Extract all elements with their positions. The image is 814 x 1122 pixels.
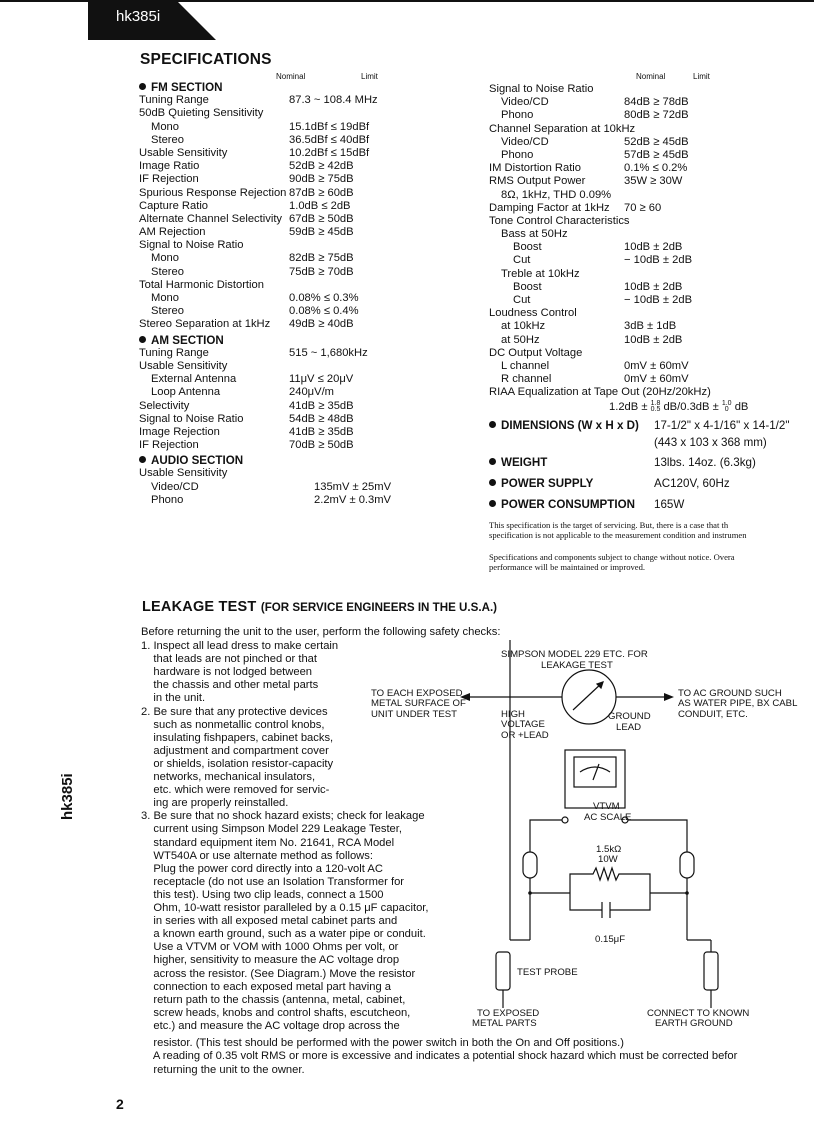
leakage-text-line: WT540A or use alternate method as follows: (141, 849, 373, 862)
spec-label: L channel (501, 359, 550, 372)
leakage-text-line: standard equipment item No. 21641, RCA Model (141, 836, 395, 849)
spec-row (489, 334, 809, 347)
diagram-capacitor-label: 0.15μF (595, 934, 626, 945)
bullet-icon (139, 336, 146, 343)
spec-value: 36.5dBf ≤ 40dBf (289, 133, 370, 146)
spec-row (139, 279, 449, 292)
spec-row (139, 305, 449, 318)
spec-value: 87.3 ~ 108.4 MHz (289, 94, 378, 107)
spec-note-line: performance will be maintained or improved. (489, 562, 646, 572)
leakage-text-line: 3. Be sure that no shock hazard exists; check for leakage (141, 810, 425, 823)
spec-row (139, 94, 449, 107)
spec-row (139, 400, 449, 413)
spec-value: 54dB ≥ 48dB (289, 412, 354, 425)
spec-row (489, 175, 809, 188)
bullet-icon (489, 421, 496, 428)
audio-section-title: AUDIO SECTION (139, 454, 449, 467)
spec-row (139, 439, 449, 452)
leakage-text-line: across the resistor. (See Diagram.) Move the resistor (141, 967, 416, 980)
spec-row (489, 320, 809, 333)
spec-row (139, 481, 449, 494)
spec-value: 49dB ≥ 40dB (289, 318, 354, 331)
spec-row (139, 413, 449, 426)
leakage-text-line: resistor. (This test should be performed with the power switch in both the On and Off positions.) (141, 1037, 624, 1049)
spec-value: 0mV ± 60mV (624, 373, 689, 386)
spec-label: Total Harmonic Distortion (139, 278, 264, 291)
spec-label: Signal to Noise Ratio (489, 83, 594, 95)
specs-right-column (489, 83, 809, 518)
spec-label: Mono (151, 292, 179, 304)
leakage-intro: Before returning the unit to the user, perform the following safety checks: (141, 626, 501, 638)
spec-value: 59dB ≥ 45dB (289, 226, 354, 239)
diagram-resistor-label: 1.5kΩ (596, 844, 622, 855)
spec-row (489, 149, 809, 162)
leakage-text-line: this test). Using two clip leads, connect a 1500 (141, 888, 384, 901)
diagram-ground-label: AS WATER PIPE, BX CABL (678, 698, 798, 709)
spec-row (489, 162, 809, 175)
spec-label: RMS Output Power (489, 175, 586, 188)
diagram-exposed-label: TO EACH EXPOSED (371, 688, 463, 699)
spec-row (489, 268, 809, 281)
spec-label: IF Rejection (139, 439, 199, 452)
spec-value: 3dB ± 1dB (624, 320, 677, 333)
spec-value: 70 ≥ 60 (624, 201, 662, 214)
diagram-exposed-label: UNIT UNDER TEST (371, 709, 457, 720)
spec-row (139, 134, 449, 147)
spec-value: 70dB ≥ 50dB (289, 439, 354, 452)
spec-value: 1.0dB ≤ 2dB (289, 199, 351, 212)
spec-row (489, 360, 809, 373)
spec-row (489, 109, 809, 122)
spec-value: 41dB ≥ 35dB (289, 425, 354, 438)
spec-label: DC Output Voltage (489, 346, 583, 359)
diagram-simpson-label: LEAKAGE TEST (541, 660, 613, 671)
leakage-text-line: insulating fishpapers, cabinet backs, (141, 731, 334, 744)
leakage-text-line: a known earth ground, such as a water pipe or conduit. (141, 928, 426, 941)
leakage-text-line: or shields, isolation resistor-capacity (141, 757, 334, 770)
spec-value: 57dB ≥ 45dB (624, 148, 689, 161)
spec-value: 10dB ± 2dB (624, 241, 683, 254)
spec-row (139, 147, 449, 160)
spec-note-line: This specification is the target of servicing. But, there is a case that th (489, 520, 729, 530)
leakage-text-line: adjustment and compartment cover (141, 744, 329, 757)
dimensions-metric-row: (443 x 103 x 368 mm) (654, 435, 767, 449)
spec-value: 2.2mV ± 0.3mV (314, 493, 392, 506)
spec-row (139, 266, 449, 279)
spec-label: Tone Control Characteristics (489, 214, 630, 227)
spec-label: AM Rejection (139, 226, 206, 239)
spec-label: Loop Antenna (151, 386, 221, 399)
spec-row (139, 347, 449, 360)
spec-label: Signal to Noise Ratio (139, 239, 244, 252)
am-section-title: AM SECTION (139, 334, 449, 347)
leakage-text-line: etc. which were removed for servic- (141, 784, 330, 797)
spec-label: Tuning Range (139, 94, 209, 107)
spec-label: Loudness Control (489, 307, 577, 320)
spec-row (139, 292, 449, 305)
diagram-exposed-parts-label: METAL PARTS (472, 1018, 537, 1029)
spec-label: Cut (513, 254, 531, 267)
spec-row (139, 252, 449, 265)
spec-row (489, 83, 809, 96)
spec-row (139, 494, 449, 507)
spec-label: Phono (151, 493, 184, 506)
leakage-text-line: ing are properly reinstalled. (141, 797, 289, 810)
spec-value: 15.1dBf ≤ 19dBf (289, 120, 370, 133)
spec-label: Phono (501, 148, 534, 161)
bullet-icon (489, 500, 496, 507)
leakage-text-line: return path to the chassis (antenna, metal, cabinet, (141, 993, 406, 1006)
diagram-glead-label: GROUND (608, 711, 651, 722)
spec-value: 35W ≥ 30W (624, 175, 683, 188)
spec-label: Video/CD (151, 480, 199, 493)
spec-label: Phono (501, 109, 534, 122)
right-nominal-header: Nominal (636, 72, 666, 81)
spec-value: 11μV ≤ 20μV (289, 373, 354, 386)
spec-label: R channel (501, 373, 552, 386)
leakage-text-line: higher, sensitivity to measure the AC voltage drop (141, 954, 400, 967)
spec-value: 10dB ± 2dB (624, 280, 683, 293)
diagram-ground-label: TO AC GROUND SUCH (678, 688, 782, 699)
spec-label: Treble at 10kHz (501, 267, 580, 280)
diagram-acscale-label: AC SCALE (584, 812, 632, 823)
spec-value: 84dB ≥ 78dB (624, 96, 689, 109)
diagram-probe-label: TEST PROBE (517, 967, 578, 978)
spec-value: 0mV ± 60mV (624, 359, 689, 372)
spec-value: 10dB ± 2dB (624, 333, 683, 346)
diagram-glead-label: LEAD (616, 722, 642, 733)
spec-label: Video/CD (501, 135, 549, 148)
spec-label: External Antenna (151, 373, 237, 386)
spec-value: 67dB ≥ 50dB (289, 212, 354, 225)
left-limit-header: Limit (361, 72, 378, 81)
left-nominal-header: Nominal (276, 72, 306, 81)
diagram-resistor-label: 10W (598, 854, 618, 865)
spec-row (489, 123, 809, 136)
spec-row (489, 347, 809, 360)
spec-row (139, 386, 449, 399)
spec-value: 0.1% ≤ 0.2% (624, 162, 688, 175)
spec-label: Mono (151, 120, 179, 133)
header-model: hk385i (116, 8, 161, 25)
diagram-simpson-label: SIMPSON MODEL 229 ETC. FOR (501, 649, 648, 660)
spec-value: 0.08% ≤ 0.3% (289, 292, 359, 304)
specs-left-column (139, 81, 449, 507)
spec-value: 515 ~ 1,680kHz (289, 346, 368, 359)
spec-row (139, 173, 449, 186)
diagram-vtvm-label: VTVM (593, 801, 620, 812)
spec-label: Stereo (151, 265, 184, 278)
spec-row (489, 241, 809, 254)
spec-label: Tuning Range (139, 346, 209, 359)
spec-label: Usable Sensitivity (139, 146, 228, 159)
spec-row (489, 294, 809, 307)
leakage-text-line: receptacle (do not use an Isolation Transformer for (141, 875, 405, 888)
spec-row (139, 160, 449, 173)
spec-label: Usable Sensitivity (139, 467, 228, 480)
spec-value: 87dB ≥ 60dB (289, 186, 354, 199)
spec-row (139, 213, 449, 226)
spec-note-line: specification is not applicable to the measurement condition and instrumen (489, 530, 747, 540)
dimensions-row: DIMENSIONS (W x H x D) 17-1/2" x 4-1/16" x 14-1/2" (489, 419, 809, 436)
spec-value: 240μV/m (289, 386, 335, 399)
spec-note-line: Specifications and components subject to change without notice. Overa (489, 552, 735, 562)
spec-row (489, 307, 809, 320)
spec-value: 0.08% ≤ 0.4% (289, 305, 359, 318)
spec-value: − 10dB ± 2dB (624, 254, 693, 267)
spec-label: Boost (513, 241, 542, 254)
spec-label: Alternate Channel Selectivity (139, 212, 283, 225)
spec-row (489, 189, 809, 202)
diagram-ground-label: CONDUIT, ETC. (678, 709, 748, 720)
spec-label: Capture Ratio (139, 199, 209, 212)
spec-row (139, 318, 449, 331)
riaa-value: 1.2dB ± 1.8 0.5 dB/0.3dB ± 1.0 0 dB (609, 399, 749, 413)
spec-row (489, 228, 809, 241)
spec-row (139, 107, 449, 120)
weight-row: WEIGHT 13lbs. 14oz. (6.3kg) (489, 456, 809, 477)
spec-row (489, 281, 809, 294)
specs-title: SPECIFICATIONS (140, 51, 272, 68)
spec-label: Stereo (151, 305, 184, 318)
spec-value: 52dB ≥ 42dB (289, 160, 354, 173)
spec-value: − 10dB ± 2dB (624, 294, 693, 306)
spec-value: 90dB ≥ 75dB (289, 173, 354, 186)
bullet-icon (489, 479, 496, 486)
spec-label: Boost (513, 280, 542, 293)
leakage-text-line: the chassis and other metal parts (141, 679, 319, 692)
spec-row (489, 215, 809, 228)
diagram-high-label: VOLTAGE (501, 719, 545, 730)
right-limit-header: Limit (693, 72, 710, 81)
leakage-text-line: in series with all exposed metal cabinet parts and (141, 915, 398, 928)
bullet-icon (139, 83, 146, 90)
spec-label: at 10kHz (501, 320, 546, 333)
spec-label: Damping Factor at 1kHz (489, 201, 610, 214)
spec-label: RIAA Equalization at Tape Out (20Hz/20kHz) (489, 386, 711, 399)
leakage-text-line: in the unit. (141, 692, 206, 705)
spec-row (489, 254, 809, 267)
spec-label: Mono (151, 252, 179, 265)
spec-value: 52dB ≥ 45dB (624, 135, 689, 148)
spec-row (489, 373, 809, 386)
bullet-icon (139, 456, 146, 463)
spec-label: Selectivity (139, 399, 190, 412)
spec-label: Usable Sensitivity (139, 359, 228, 372)
spec-row (139, 360, 449, 373)
spec-label: Image Ratio (139, 160, 200, 173)
spec-label: IF Rejection (139, 173, 199, 186)
diagram-exposed-label: METAL SURFACE OF (371, 698, 466, 709)
diagram-known-ground-label: EARTH GROUND (655, 1018, 733, 1029)
spec-row (139, 187, 449, 200)
leakage-text-line: hardware is not lodged between (141, 666, 313, 679)
spec-value: 135mV ± 25mV (314, 480, 392, 493)
spec-label: Video/CD (501, 96, 549, 109)
spec-value: 80dB ≥ 72dB (624, 109, 689, 122)
spec-label: Spurious Response Rejection (139, 186, 287, 199)
diagram-high-label: OR +LEAD (501, 730, 549, 741)
spec-label: Stereo Separation at 1kHz (139, 318, 271, 331)
spec-row (139, 467, 449, 480)
leakage-text-line: etc.) and measure the AC voltage drop across the (141, 1019, 400, 1032)
spec-label: Bass at 50Hz (501, 228, 568, 241)
spec-row (489, 136, 809, 149)
leakage-text-line: screw heads, knobs and control shafts, escutcheon, (141, 1006, 411, 1019)
spec-label: Channel Separation at 10kHz (489, 122, 636, 135)
leakage-text-line: current using Simpson Model 229 Leakage Tester, (141, 823, 402, 836)
spec-value: 41dB ≥ 35dB (289, 399, 354, 412)
leakage-text-line: 2. Be sure that any protective devices (141, 705, 328, 718)
spec-label: Image Rejection (139, 425, 220, 438)
leakage-text-line: connection to each exposed metal part having a (141, 980, 392, 993)
spec-label: Stereo (151, 133, 184, 146)
leakage-text-line: networks, mechanical insulators, (141, 771, 316, 783)
diagram-known-ground-label: CONNECT TO KNOWN (647, 1008, 750, 1019)
leakage-text-line: 1. Inspect all lead dress to make certain (141, 640, 339, 652)
leakage-text-line: returning the unit to the owner. (141, 1063, 305, 1076)
spec-row (489, 202, 809, 215)
spec-row (139, 373, 449, 386)
fm-section-title: FM SECTION (139, 81, 449, 94)
spec-value: 10.2dBf ≤ 15dBf (289, 146, 370, 159)
leakage-text-line: Plug the power cord directly into a 120-volt AC (141, 862, 383, 875)
leakage-heading: LEAKAGE TEST (FOR SERVICE ENGINEERS IN THE U.S.A.) (142, 599, 498, 615)
spec-label: Signal to Noise Ratio (139, 412, 244, 425)
leakage-text-line: that leads are not pinched or that (141, 653, 318, 666)
leakage-text-line: Ohm, 10-watt resistor paralleled by a 0.15 μF capacitor, (141, 902, 429, 914)
spec-row (139, 239, 449, 252)
spec-row (489, 96, 809, 109)
power-consumption-row: POWER CONSUMPTION 165W (489, 498, 809, 518)
spec-value: 82dB ≥ 75dB (289, 252, 354, 265)
spec-label: at 50Hz (501, 333, 540, 346)
spec-label: 8Ω, 1kHz, THD 0.09% (501, 188, 612, 201)
power-supply-row: POWER SUPPLY AC120V, 60Hz (489, 477, 809, 498)
leakage-text-line: such as nonmetallic control knobs, (141, 718, 325, 731)
spec-label: Cut (513, 294, 531, 306)
page-number: 2 (116, 1096, 124, 1112)
diagram-high-label: HIGH (501, 709, 525, 720)
spec-row (139, 426, 449, 439)
spec-row (139, 121, 449, 134)
leakage-text-line: Use a VTVM or VOM with 1000 Ohms per volt, or (141, 941, 399, 954)
bullet-icon (489, 458, 496, 465)
spec-label: IM Distortion Ratio (489, 162, 582, 175)
diagram-exposed-parts-label: TO EXPOSED (477, 1008, 540, 1019)
spec-value: 75dB ≥ 70dB (289, 265, 354, 278)
side-model-label: hk385i (59, 773, 76, 820)
spec-row (139, 200, 449, 213)
spec-label: 50dB Quieting Sensitivity (139, 107, 264, 120)
leakage-text-line: A reading of 0.35 volt RMS or more is excessive and indicates a potential shock hazard which must be corrected befor (141, 1050, 738, 1063)
spec-row (139, 226, 449, 239)
spec-row (489, 386, 809, 399)
